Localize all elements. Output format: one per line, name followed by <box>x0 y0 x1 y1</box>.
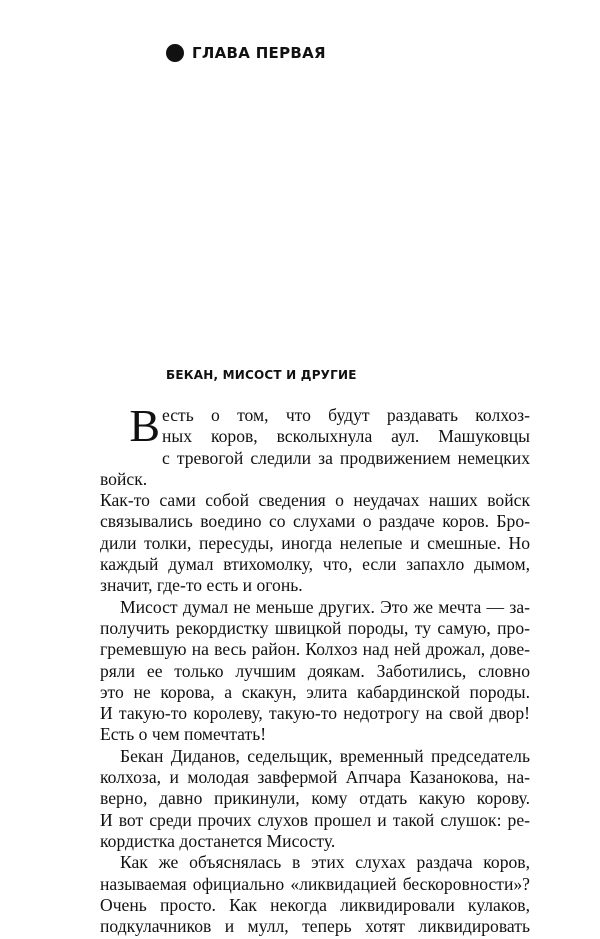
text-line: ряли ее только лучшим доякам. Заботились, словно <box>100 660 530 681</box>
text-line: гремевшую на весь район. Колхоз над ней дрожал, дове- <box>100 639 530 660</box>
drop-cap: В <box>129 400 160 451</box>
paragraph-4 <box>100 852 530 937</box>
text-line: дили толки, пересуды, иногда нелепые и смешные. Но <box>100 532 530 553</box>
paragraph-3 <box>100 746 530 852</box>
text-line: Очень просто. Как некогда ликвидировали кулаков, <box>100 894 530 915</box>
text-line: получить рекордистку швицкой породы, ту самую, про- <box>100 617 530 638</box>
text-line: Есть о чем помечтать! <box>100 724 267 745</box>
text-line: Бекан Диданов, седельщик, временный председатель <box>120 745 530 766</box>
text-line: ных коров, всколыхнула аул. Машуковцы <box>162 426 530 447</box>
text-line: есть о том, что будут раздавать колхоз- <box>162 405 530 425</box>
bullet-icon <box>166 44 184 62</box>
chapter-title: ГЛАВА ПЕРВАЯ <box>192 44 326 62</box>
text-line: кордистка достанется Мисосту. <box>100 830 336 851</box>
text-line: с тревогой следили за продвижением немецких войск. <box>100 447 530 489</box>
body-text <box>100 400 530 937</box>
text-line: это не корова, а скакун, элита кабардинской породы. <box>100 681 530 702</box>
section-title: БЕКАН, МИСОСТ И ДРУГИЕ <box>166 368 357 382</box>
text-line: верно, давно прикинули, кому отдать какую корову. <box>100 788 530 809</box>
text-line: Как же объяснялась в этих слухах раздача коров, <box>120 852 530 873</box>
paragraph-2 <box>100 597 530 746</box>
text-line: называемая официально «ликвидацией бескоровности»? <box>100 873 530 894</box>
paragraph-1 <box>100 400 530 597</box>
text-line: И такую-то королеву, такую-то недотрогу на свой двор! <box>100 703 530 724</box>
text-line: Мисост думал не меньше других. Это же мечта — за- <box>120 596 530 617</box>
text-line: значит, где-то есть и огонь. <box>100 575 303 596</box>
text-line: И вот среди прочих слухов прошел и такой слушок: ре- <box>100 809 530 830</box>
text-line: каждый думал втихомолку, что, если запахло дымом, <box>100 554 530 575</box>
chapter-heading <box>166 44 326 62</box>
text-line: Как-то сами собой сведения о неудачах наших войск <box>100 490 530 511</box>
text-line: связывались воедино со слухами о раздаче коров. Бро- <box>100 511 530 532</box>
text-line: колхоза, и молодая завфермой Апчара Казанокова, на- <box>100 767 530 788</box>
text-line: подкулачников и мулл, теперь хотят ликвидировать <box>100 916 530 937</box>
